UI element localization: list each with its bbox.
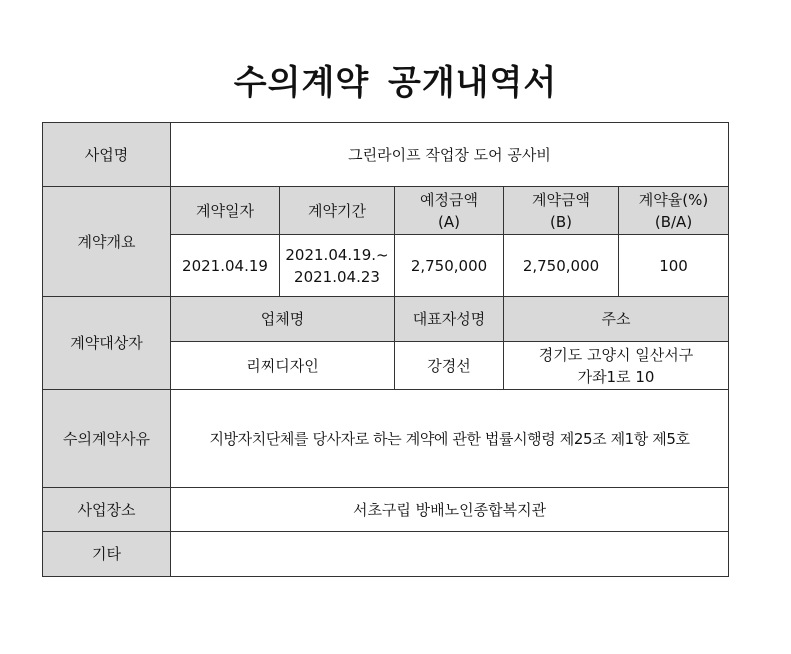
contract-amount-header-line1: 계약금액 [532,190,590,209]
address-line1: 경기도 고양시 일산서구 [538,345,694,364]
contractor-header-row [43,297,729,342]
contract-amount-value: 2,750,000 [504,235,619,297]
contract-overview-header-row [43,187,729,235]
reason-row [43,390,729,488]
representative-value: 강경선 [395,342,504,390]
business-name-row [43,123,729,187]
contract-disclosure-table [42,122,729,577]
company-name-header: 업체명 [171,297,395,342]
contract-period-start: 2021.04.19.~ [285,245,389,264]
estimated-amount-header-line1: 예정금액 [420,190,478,209]
location-value: 서초구립 방배노인종합복지관 [171,488,729,532]
contract-rate-value: 100 [619,235,729,297]
contract-period-end: 2021.04.23 [294,267,380,286]
reason-value: 지방자치단체를 당사자로 하는 계약에 관한 법률시행령 제25조 제1항 제5호 [171,390,729,488]
contract-amount-header-line2: (B) [550,212,572,231]
etc-row [43,532,729,577]
reason-label: 수의계약사유 [43,390,171,488]
location-label: 사업장소 [43,488,171,532]
contract-rate-header-line2: (B/A) [654,212,693,231]
etc-label: 기타 [43,532,171,577]
representative-header: 대표자성명 [395,297,504,342]
address-line2: 가좌1로 10 [577,367,655,386]
location-row [43,488,729,532]
document-title: 수의계약 공개내역서 [233,63,558,103]
contract-amount-header [504,187,619,235]
address-value [504,342,729,390]
contract-rate-header-line1: 계약율(%) [638,190,709,209]
contract-rate-header [619,187,729,235]
contractor-label: 계약대상자 [43,297,171,390]
business-name-value: 그린라이프 작업장 도어 공사비 [171,123,729,187]
company-name-value: 리찌디자인 [171,342,395,390]
contract-overview-label: 계약개요 [43,187,171,297]
etc-value [171,532,729,577]
estimated-amount-header [395,187,504,235]
contract-date-header: 계약일자 [171,187,280,235]
contract-period-value [280,235,395,297]
contract-date-value: 2021.04.19 [171,235,280,297]
estimated-amount-value: 2,750,000 [395,235,504,297]
business-name-label: 사업명 [43,123,171,187]
estimated-amount-header-line2: (A) [438,212,460,231]
address-header: 주소 [504,297,729,342]
contract-period-header: 계약기간 [280,187,395,235]
